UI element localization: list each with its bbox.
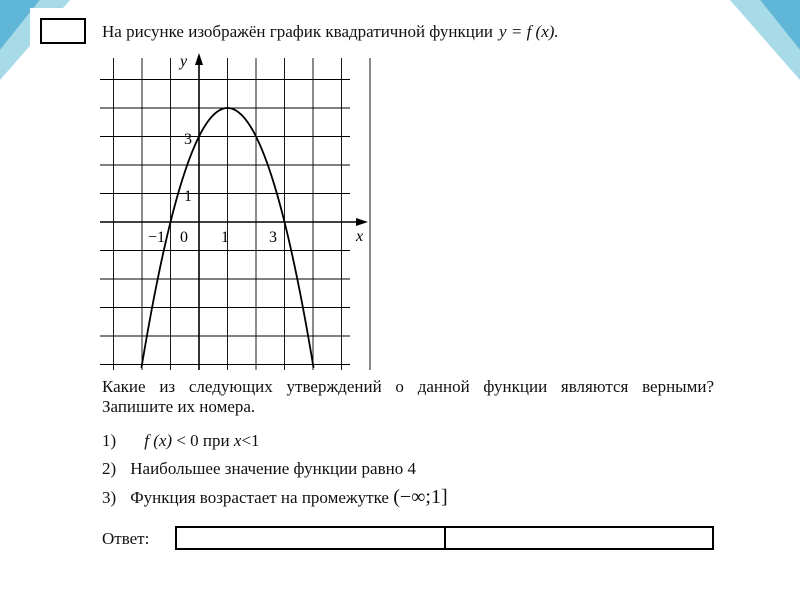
tick-label-y1: 1 <box>184 188 192 205</box>
question-text <box>102 22 559 42</box>
prompt-line-1: Какие из следующих утверждений о данной функции являются верными? <box>102 377 714 396</box>
option-3-interval: (−∞;1] <box>393 486 448 508</box>
task-number-box <box>40 18 86 44</box>
parabola-graph <box>100 48 380 373</box>
option-2-text: Наибольшее значение функции равно 4 <box>130 459 416 478</box>
answer-cell-1[interactable] <box>177 528 444 548</box>
answer-field[interactable] <box>175 526 714 550</box>
answer-label: Ответ: <box>102 529 150 548</box>
function-formula: y = f (x). <box>499 22 559 41</box>
option-2-number: 2) <box>102 459 117 478</box>
option-2 <box>102 459 416 479</box>
question-statement: На рисунке изображён график квадратичной функции <box>102 22 494 41</box>
axes <box>100 53 368 370</box>
option-1-function: f (x) <box>144 431 173 450</box>
tick-label-x1: 1 <box>221 229 229 246</box>
y-axis-arrow <box>195 53 203 65</box>
x-axis-label: x <box>356 228 364 245</box>
option-1 <box>102 431 260 451</box>
tick-label-x-minus1: −1 <box>148 229 166 246</box>
task-page <box>30 8 729 556</box>
x-axis-arrow <box>356 218 368 226</box>
option-1-variable: x <box>233 431 242 450</box>
y-axis-label: y <box>180 53 188 70</box>
coordinate-grid <box>100 58 370 370</box>
option-1-condition: <1 <box>241 431 260 450</box>
option-3 <box>102 486 448 509</box>
option-3-text: Функция возрастает на промежутке <box>130 488 389 507</box>
prompt-line-2: Запишите их номера. <box>102 397 256 416</box>
option-1-relation: < 0 при <box>176 431 230 450</box>
tick-label-x3: 3 <box>269 229 277 246</box>
tick-label-y3: 3 <box>184 131 192 148</box>
corner-decoration-right <box>720 0 800 90</box>
answer-cell-2[interactable] <box>444 528 713 548</box>
option-3-number: 3) <box>102 488 117 507</box>
option-1-number: 1) <box>102 431 117 450</box>
tick-label-origin: 0 <box>180 229 188 246</box>
